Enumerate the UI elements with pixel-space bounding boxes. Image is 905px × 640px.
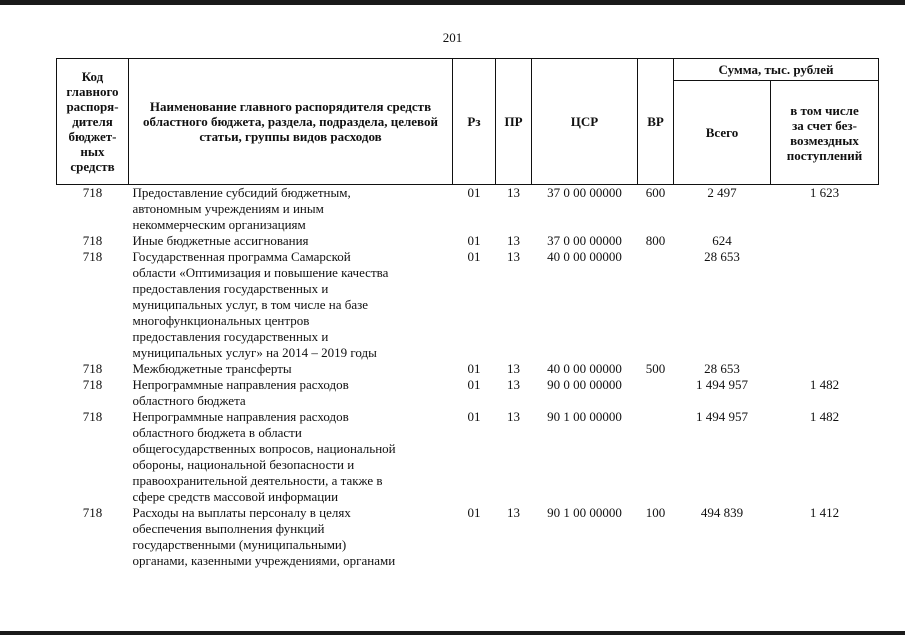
cell-vsego: 1 494 957 [696, 377, 748, 392]
cell-kod: 718 [82, 185, 103, 200]
cell-csr: 40 0 00 00000 [547, 361, 622, 376]
cell-name [129, 409, 453, 505]
header-pr: ПР [496, 59, 532, 185]
name-line: предоставления государственных и [132, 281, 329, 296]
header-kod-line: Код [81, 69, 104, 84]
header-rz: Рз [453, 59, 496, 185]
name-line: Непрограммные направления расходов [132, 377, 349, 392]
cell-vsego: 2 497 [707, 185, 737, 200]
cell-csr: 90 1 00 00000 [547, 409, 622, 424]
header-kod-line: распоря- [66, 99, 119, 114]
cell-csr: 37 0 00 00000 [547, 185, 622, 200]
cell-name [129, 249, 453, 361]
cell-name [129, 185, 453, 234]
header-bez-line: в том числе [790, 102, 859, 118]
cell-pr: 13 [507, 249, 520, 264]
cell-vsego: 28 653 [704, 361, 740, 376]
cell-csr: 90 0 00 00000 [547, 377, 622, 392]
cell-kod: 718 [82, 249, 103, 264]
name-line: органами, казенными учреждениями, органами [132, 553, 396, 568]
page-number: 201 [442, 30, 463, 45]
bottom-border-bar [0, 631, 905, 635]
cell-pr: 13 [507, 233, 520, 248]
header-bez-line: за счет без- [792, 117, 857, 133]
cell-bez: 1 482 [809, 377, 840, 392]
cell-kod: 718 [82, 505, 103, 520]
cell-kod: 718 [82, 409, 103, 424]
cell-csr: 37 0 00 00000 [547, 233, 622, 248]
name-line: некоммерческим организациям [132, 217, 306, 232]
name-line: автономным учреждениям и иным [132, 201, 324, 216]
cell-rz: 01 [467, 409, 481, 424]
cell-kod: 718 [82, 361, 103, 376]
cell-vsego: 1 494 957 [696, 409, 748, 424]
cell-vr [638, 409, 674, 505]
cell-name [129, 233, 453, 249]
name-line: муниципальных услуг, в том числе на базе [132, 297, 369, 312]
cell-bez [771, 233, 879, 249]
cell-rz: 01 [467, 377, 481, 392]
cell-pr: 13 [507, 361, 520, 376]
name-line: Непрограммные направления расходов [132, 409, 349, 424]
header-vr: ВР [638, 59, 674, 185]
name-line: Государственная программа Самарской [132, 249, 351, 264]
cell-rz: 01 [467, 505, 481, 520]
header-csr: ЦСР [532, 59, 638, 185]
cell-pr: 13 [507, 409, 520, 424]
budget-table [56, 58, 879, 569]
name-line: Расходы на выплаты персоналу в целях [132, 505, 351, 520]
table-row [57, 377, 879, 409]
header-kod-line: средств [70, 159, 115, 174]
cell-rz: 01 [467, 233, 481, 248]
cell-bez: 1 412 [809, 505, 840, 520]
cell-pr: 13 [507, 185, 520, 200]
name-line: Предоставление субсидий бюджетным, [132, 185, 351, 200]
header-vsego: Всего [674, 81, 771, 185]
name-line: общегосударственных вопросов, национальной [132, 441, 396, 456]
cell-csr: 40 0 00 00000 [547, 249, 622, 264]
cell-bez [771, 361, 879, 377]
cell-kod: 718 [82, 377, 103, 392]
name-line: обороны, национальной безопасности и [132, 457, 355, 472]
cell-vr: 800 [645, 233, 666, 248]
name-line: муниципальных услуг» на 2014 – 2019 годы [132, 345, 377, 360]
name-line: Межбюджетные трансферты [132, 361, 292, 376]
cell-vr: 100 [645, 505, 666, 520]
header-name: Наименование главного распорядителя средств областного бюджета, раздела, подраздела, целевой статьи, группы видов расходов [129, 59, 453, 185]
name-line: государственными (муниципальными) [132, 537, 347, 552]
cell-pr: 13 [507, 505, 520, 520]
cell-vsego: 28 653 [704, 249, 740, 264]
cell-pr: 13 [507, 377, 520, 392]
table-row [57, 505, 879, 569]
header-kod-line: дителя [72, 114, 113, 129]
header-kod [57, 59, 129, 185]
name-line: многофункциональных центров [132, 313, 310, 328]
name-line: предоставления государственных и [132, 329, 329, 344]
cell-rz: 01 [467, 361, 481, 376]
header-bez-line: возмездных [790, 132, 859, 148]
header-kod-line: бюджет- [68, 129, 117, 144]
name-line: правоохранительной деятельности, а также в [132, 473, 383, 488]
cell-vr [638, 249, 674, 361]
table-row [57, 249, 879, 361]
cell-csr: 90 1 00 00000 [547, 505, 622, 520]
table-row [57, 361, 879, 377]
table-row [57, 185, 879, 234]
cell-vr: 600 [645, 185, 666, 200]
name-line: Иные бюджетные ассигнования [132, 233, 309, 248]
cell-vr: 500 [645, 361, 666, 376]
header-summa: Сумма, тыс. рублей [674, 59, 879, 81]
cell-bez [771, 249, 879, 361]
table-row [57, 233, 879, 249]
table-row [57, 409, 879, 505]
cell-name [129, 361, 453, 377]
top-border-bar [0, 0, 905, 5]
cell-kod: 718 [82, 233, 103, 248]
cell-bez: 1 623 [809, 185, 840, 200]
cell-rz: 01 [467, 249, 481, 264]
header-kod-line: главного [66, 84, 119, 99]
cell-rz: 01 [467, 185, 481, 200]
header-kod-line: ных [80, 144, 105, 159]
cell-vr [638, 377, 674, 409]
cell-name [129, 505, 453, 569]
cell-bez: 1 482 [809, 409, 840, 424]
header-bez-line: поступлений [786, 147, 863, 163]
name-line: сфере средств массовой информации [132, 489, 339, 504]
name-line: областного бюджета [132, 393, 246, 408]
cell-vsego: 624 [712, 233, 732, 248]
name-line: областного бюджета в области [132, 425, 302, 440]
cell-vsego: 494 839 [700, 505, 744, 520]
name-line: области «Оптимизация и повышение качества [132, 265, 389, 280]
cell-name [129, 377, 453, 409]
header-bez [771, 81, 879, 185]
name-line: обеспечения выполнения функций [132, 521, 325, 536]
